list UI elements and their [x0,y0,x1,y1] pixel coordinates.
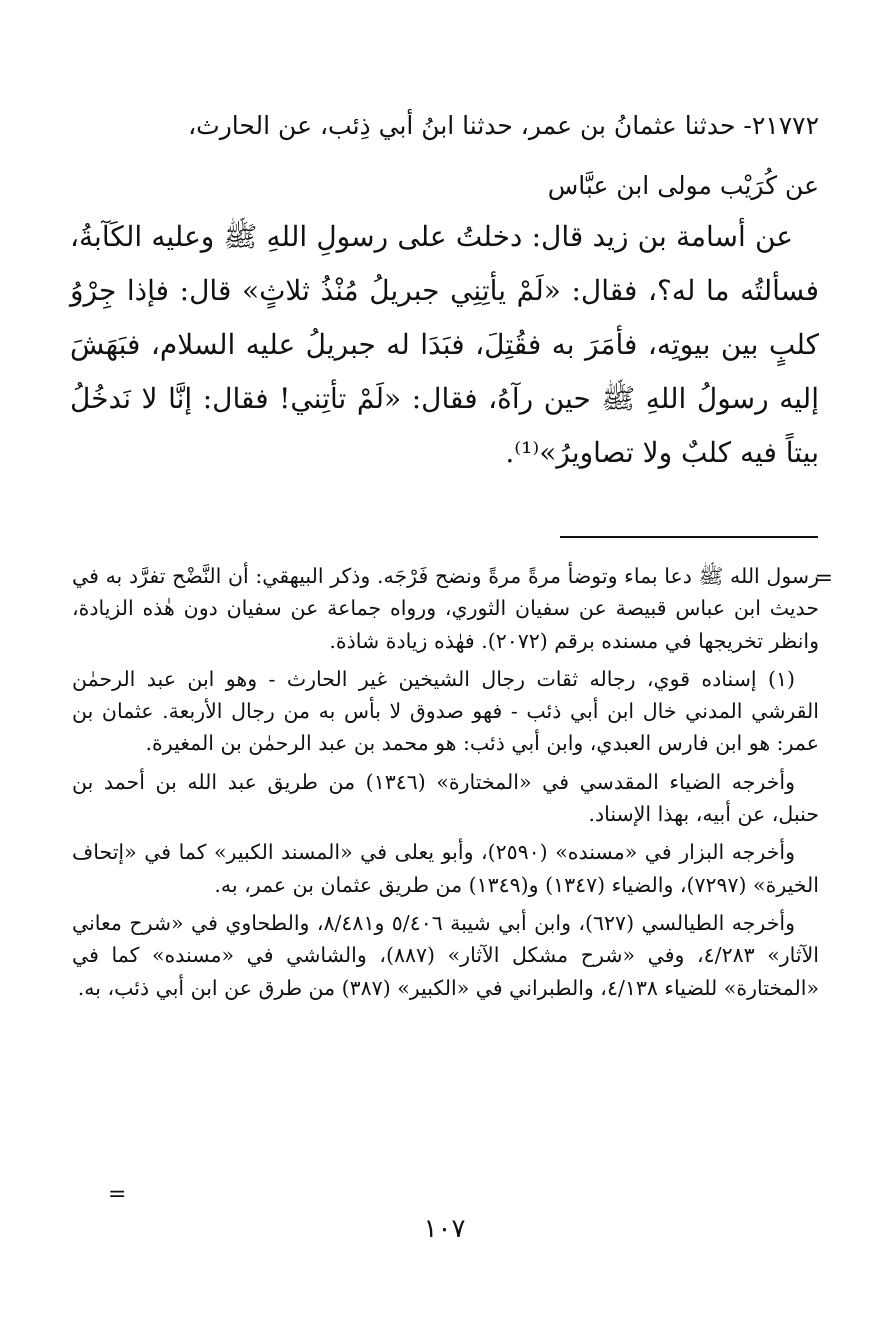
footnote-continuation: رسول الله ﷺ دعا بماء وتوضأ مرةً مرةً ونضح فَرْجَه. وذكر البيهقي: أن النَّضْح تفرَّد به في حديث ابن عباس قبيصة عن سفيان الثوري، ورواه جماعة عن سفيان دون هٰذه الزيادة، وانظر تخريجها في مسنده برقم (٢٠٧٢). فهٰذه زيادة شاذة. [72,564,819,653]
footnote-1-paragraph-3: وأخرجه البزار في «مسنده» (٢٥٩٠)، وأبو يعلى في «المسند الكبير» كما في «إتحاف الخيرة» (٧٢٩٧)، والضياء (١٣٤٧) و(١٣٤٩) من طريق عثمان بن عمر، به. [72,840,819,897]
continuation-marker: = [814,566,833,591]
hadith-matn [70,210,819,480]
isnad-line-2: عن كُرَيْب مولى ابن عبَّاس [547,171,819,200]
footnote-1-paragraph-1: (١) إسناده قوي، رجاله ثقات رجال الشيخين غير الحارث - وهو ابن عبد الرحمٰن القرشي المدني خال ابن أبي ذئب - فهو صدوق لا بأس به من رجال الأربعة. عثمان بن عمر: هو ابن فارس العبدي، وابن أبي ذئب: هو محمد بن عبد الرحمٰن بن المغيرة. [72,666,819,756]
continues-marker: = [108,1182,127,1207]
footnotes [72,560,819,1010]
isnad-line-1: ٢١٧٧٢- حدثنا عثمانُ بن عمر، حدثنا ابنُ أبي ذِئب، عن الحارث، [188,111,819,140]
footnote-1-paragraph-4: وأخرجه الطيالسي (٦٢٧)، وابن أبي شيبة ٥/٤٠٦ و٨/٤٨١، والطحاوي في «شرح معاني الآثار» ٤/٢٨٣، وفي «شرح مشكل الآثار» (٨٨٧)، والشاشي في «مسنده» كما في «المختارة» للضياء ٤/١٣٨، والطبراني في «الكبير» (٣٨٧) من طرق عن ابن أبي ذئب، به. [72,910,820,1000]
matn-text: عن أسامة بن زيد قال: دخلتُ على رسولِ اللهِ ﷺ وعليه الكَآبةُ، فسألتُه ما له؟، فقال: «لَمْ يأتِنِي جبريلُ مُنْذُ ثلاثٍ» قال: فإذا جِرْوُ كلبٍ بين بيوتِه، فأمَرَ به فقُتِلَ، فبَدَا له جبريلُ عليه السلام، فبَهَشَ إليه رسولُ اللهِ ﷺ حين رآهُ، فقال: «لَمْ تأتِني! فقال: إنَّا لا نَدخُلُ بيتاً فيه كلبٌ ولا تصاويرُ»⁽¹⁾. [70,220,819,469]
page-number: ١٠٧ [423,1214,466,1244]
hadith-isnad [110,96,819,216]
footnote-1-paragraph-2: وأخرجه الضياء المقدسي في «المختارة» (١٣٤٦) من طريق عبد الله بن أحمد بن حنبل، عن أبيه، بهذا الإسناد. [72,769,819,827]
footnote-divider [560,536,818,538]
